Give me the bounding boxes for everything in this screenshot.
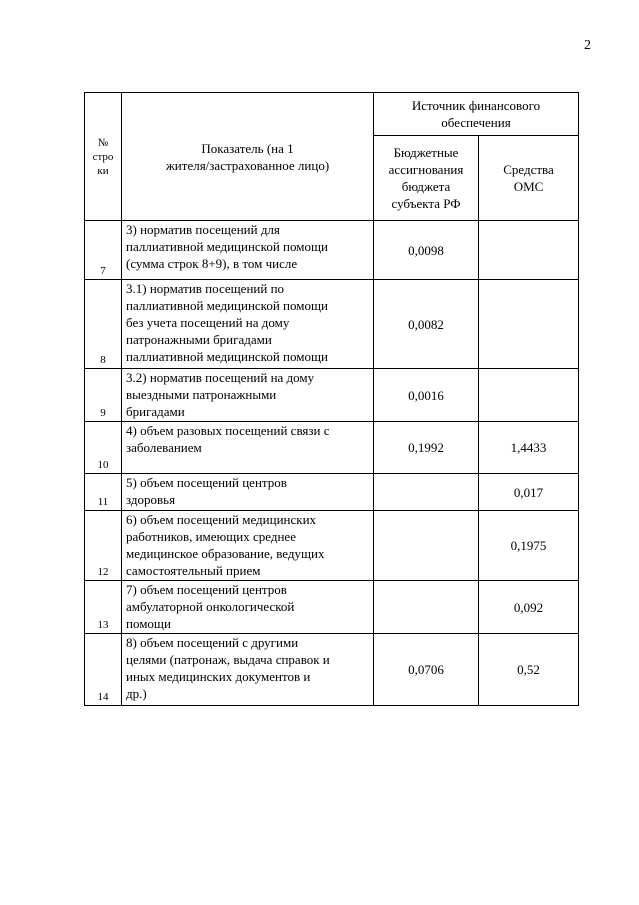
indicator-cell: 5) объем посещений центров здоровья: [122, 474, 374, 511]
table-row: [85, 474, 579, 511]
row-number: 14: [85, 634, 122, 706]
table-row: [85, 581, 579, 634]
row-number: 11: [85, 474, 122, 511]
row-number: 8: [85, 280, 122, 369]
indicator-cell: 3.1) норматив посещений по паллиативной медицинской помощи без учета посещений на дому патронажными бригадами паллиативной медицинской помощи: [122, 280, 374, 369]
header-row-1: [85, 93, 579, 136]
oms-cell: 0,52: [479, 634, 579, 706]
budget-cell: 0,0706: [374, 634, 479, 706]
table-row: [85, 369, 579, 422]
page-number: 2: [584, 38, 591, 53]
budget-cell: 0,0082: [374, 280, 479, 369]
header-funding-source: Источник финансового обеспечения: [374, 93, 579, 136]
row-number: 7: [85, 221, 122, 280]
table-row: [85, 634, 579, 706]
table-row: [85, 511, 579, 581]
indicators-table: [84, 92, 579, 706]
indicator-cell: 3) норматив посещений для паллиативной медицинской помощи (сумма строк 8+9), в том числе: [122, 221, 374, 280]
row-number: 9: [85, 369, 122, 422]
oms-cell: [479, 280, 579, 369]
budget-cell: 0,0098: [374, 221, 479, 280]
indicator-cell: 3.2) норматив посещений на дому выездными патронажными бригадами: [122, 369, 374, 422]
row-number: 12: [85, 511, 122, 581]
indicator-cell: 4) объем разовых посещений связи с заболеванием: [122, 422, 374, 474]
table-row: [85, 221, 579, 280]
oms-cell: 0,017: [479, 474, 579, 511]
indicator-cell: 7) объем посещений центров амбулаторной онкологической помощи: [122, 581, 374, 634]
table-row: [85, 280, 579, 369]
indicator-cell: 8) объем посещений с другими целями (патронаж, выдача справок и иных медицинских документов и др.): [122, 634, 374, 706]
oms-cell: [479, 369, 579, 422]
header-indicator: Показатель (на 1 жителя/застрахованное лицо): [122, 93, 374, 221]
row-number: 10: [85, 422, 122, 474]
row-number: 13: [85, 581, 122, 634]
header-row-number: № стро ки: [85, 93, 122, 221]
table-row: [85, 422, 579, 474]
oms-cell: 0,092: [479, 581, 579, 634]
header-oms: Средства ОМС: [479, 136, 579, 221]
indicator-cell: 6) объем посещений медицинских работников, имеющих среднее медицинское образование, ведущих самостоятельный прием: [122, 511, 374, 581]
oms-cell: [479, 221, 579, 280]
budget-cell: [374, 474, 479, 511]
oms-cell: 1,4433: [479, 422, 579, 474]
oms-cell: 0,1975: [479, 511, 579, 581]
budget-cell: 0,0016: [374, 369, 479, 422]
budget-cell: 0,1992: [374, 422, 479, 474]
budget-cell: [374, 581, 479, 634]
header-budget: Бюджетные ассигнования бюджета субъекта РФ: [374, 136, 479, 221]
budget-cell: [374, 511, 479, 581]
